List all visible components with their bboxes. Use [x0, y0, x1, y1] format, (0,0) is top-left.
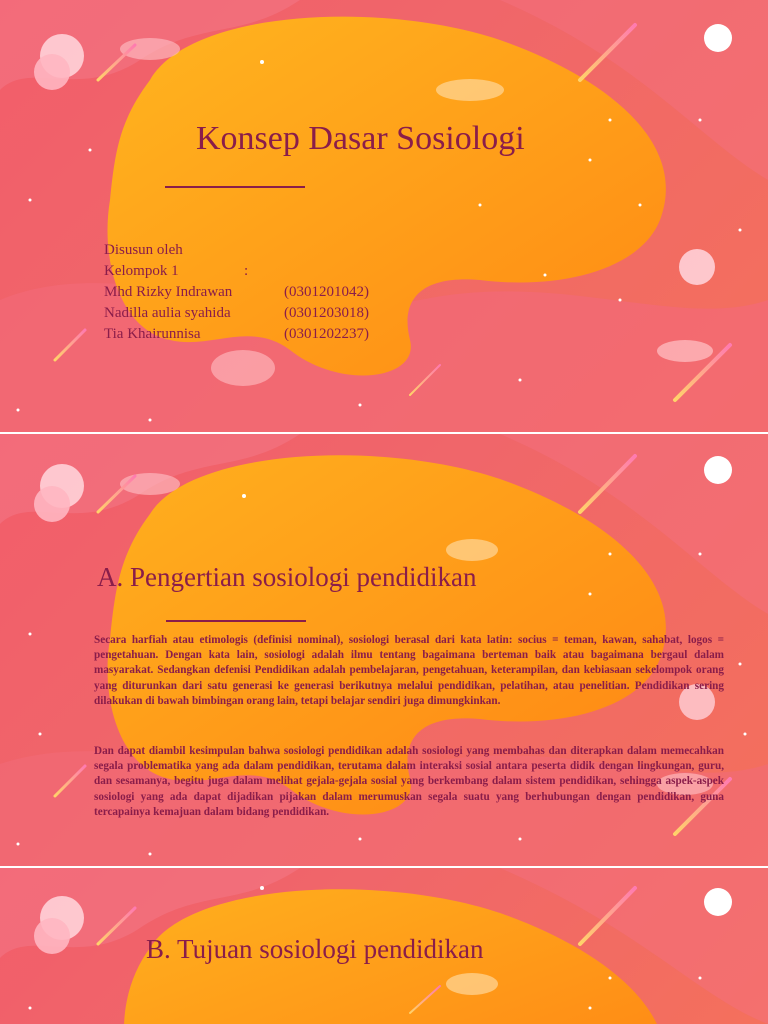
slide-3	[0, 868, 768, 1024]
member-row	[104, 324, 369, 344]
slide-1	[0, 0, 768, 432]
paragraph: Secara harfiah atau etimologis (definisi nominal), sosiologi berasal dari kata latin: socius = teman, kawan, sahabat, logos = pengetahuan. Dengan kata lain, sosiologi adalah ilmu tentang bagaimana berteman baik atau bagaimana bergaul dalam masyarakat. Sedangkan defenisi Pendidikan adalah pembelajaran, pengetahuan, keterampilan, dan kebiasaan sekelompok orang yang diturunkan dari satu generasi ke generasi berikutnya melalui pendidikan, pelatihan, atau penelitian. Pendidikan sering dilakukan di bawah bimbingan orang lain, tetapi belajar sendiri juga dimungkinkan.	[94, 634, 724, 707]
member-name: Mhd Rizky Indrawan	[104, 284, 233, 300]
slide-1-background	[0, 0, 768, 432]
slide-2-title: A. Pengertian sosiologi pendidikan	[97, 562, 477, 592]
slide-3-title: B. Tujuan sosiologi pendidikan	[146, 934, 484, 964]
group-colon: :	[244, 263, 249, 279]
slide-2	[0, 434, 768, 866]
paragraph: Dan dapat diambil kesimpulan bahwa sosiologi pendidikan adalah sosiologi yang membahas dan diterapkan dalam memecahkan segala problematika yang ada dalam pendidikan, terutama dalam interaksi sosial antara peserta didik dengan lingkungan, guru, dan sesamanya, begitu juga dalam melihat gejala-gejala sosial yang berkembang dalam sistem pendidikan, sehingga aspek-aspek sosiologi yang ada dapat dijadikan pijakan dalam merumuskan segala suatu yang berhubungan dengan pendidikan, guna tercapainya kemajuan dalam bidang pendidikan.	[94, 745, 724, 818]
member-id: (0301203018)	[284, 305, 369, 321]
member-id: (0301201042)	[284, 284, 369, 300]
member-row	[104, 282, 369, 302]
member-id: (0301202237)	[284, 326, 369, 342]
member-name: Tia Khairunnisa	[104, 326, 201, 342]
slide-1-title: Konsep Dasar Sosiologi	[196, 120, 525, 157]
title-underline	[166, 620, 306, 622]
member-name: Nadilla aulia syahida	[104, 305, 231, 321]
member-row	[104, 303, 369, 323]
group-row	[104, 261, 249, 281]
title-underline	[165, 186, 305, 188]
group-label: Kelompok 1	[104, 263, 179, 279]
compiled-by-label: Disusun oleh	[104, 242, 183, 258]
